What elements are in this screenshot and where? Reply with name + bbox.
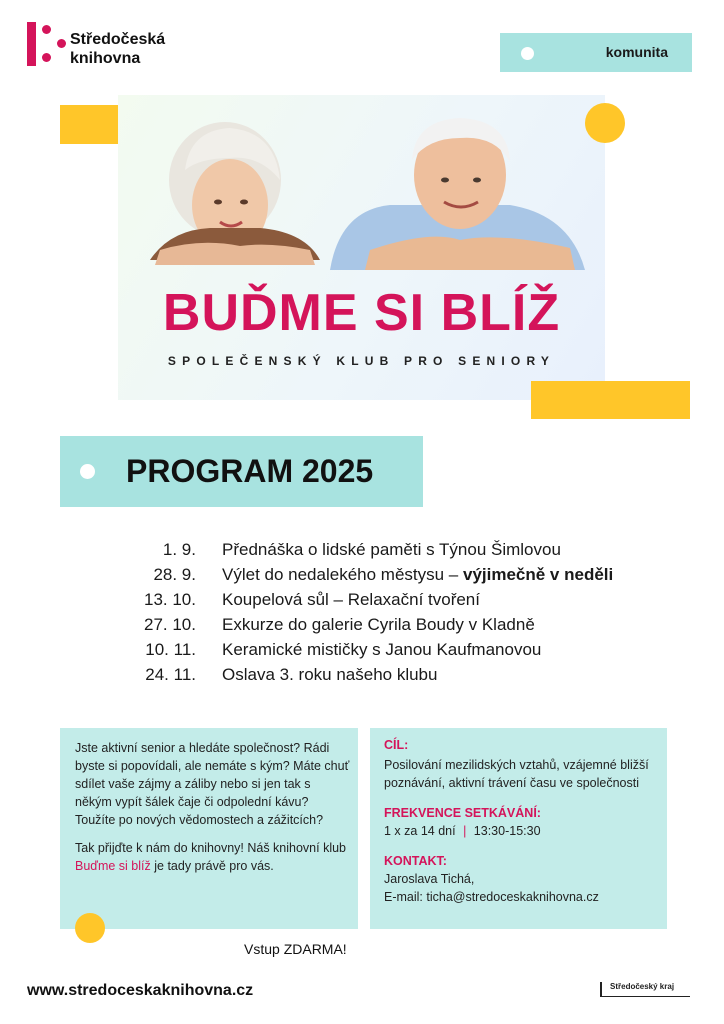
decor-yellow-circle: [585, 103, 625, 143]
entry-free: Vstup ZDARMA!: [244, 941, 347, 957]
frequency-text: 1 x za 14 dní | 13:30-15:30: [384, 824, 541, 838]
program-item-date: 27. 10.: [144, 614, 196, 634]
program-header: [60, 436, 423, 507]
details-box: [370, 728, 667, 929]
contact-name: Jaroslava Tichá,: [384, 872, 475, 886]
badge-dot-icon: [521, 47, 534, 60]
badge-label: komunita: [605, 44, 668, 60]
logo-line-2: knihovna: [70, 50, 141, 67]
program-title: PROGRAM 2025: [126, 453, 374, 489]
program-item: [100, 612, 700, 637]
program-item-date: 10. 11.: [145, 639, 196, 659]
contact-label: KONTAKT:: [384, 854, 447, 868]
program-item-date: 28. 9.: [153, 564, 196, 584]
invite-paragraph-1: Jste aktivní senior a hledáte společnost? Rádi byste si popovídali, ale nemáte s kým? Máte chuť sdílet vaše zájmy a záliby nebo si jen tak s někým vypít šálek čaje či odpolední kávu? Toužíte po nových vědomostech a zážitcích?: [75, 741, 350, 827]
program-item-date: 24. 11.: [145, 664, 196, 684]
program-item: [100, 537, 700, 562]
logo-line-1: Středočeská: [70, 31, 166, 48]
region-logo-text: Středočeský kraj: [610, 982, 675, 991]
program-item-event: Oslava 3. roku našeho klubu: [222, 664, 438, 684]
program-item-date: 1. 9.: [162, 539, 196, 559]
program-item-event: Exkurze do galerie Cyrila Boudy v Kladně: [222, 614, 535, 634]
club-subtitle: SPOLEČENSKÝ KLUB PRO SENIORY: [167, 354, 556, 368]
frequency-label: FREKVENCE SETKÁVÁNÍ:: [384, 806, 541, 820]
library-logo-mark: [27, 22, 67, 66]
program-item-event: Výlet do nedalekého městysu – výjimečně v neděli: [222, 564, 614, 584]
program-item-date: 13. 10.: [144, 589, 196, 609]
program-item-event: Keramické mističky s Janou Kaufmanovou: [222, 639, 542, 659]
invite-box: [60, 728, 358, 929]
club-title: BUĎME SI BLÍŽ: [162, 284, 561, 342]
seniors-photo: [130, 110, 590, 290]
region-logo: [600, 982, 690, 997]
club-name-highlight: Buďme si blíž: [75, 859, 151, 873]
contact-email[interactable]: E-mail: ticha@stredoceskaknihovna.cz: [384, 890, 599, 904]
program-item: [100, 662, 700, 687]
goal-label: CÍL:: [384, 738, 409, 752]
program-item: [100, 562, 700, 587]
decor-yellow-circle-bottom: [75, 913, 105, 943]
website-link[interactable]: www.stredoceskaknihovna.cz: [27, 982, 254, 999]
man-figure: [330, 118, 585, 270]
decor-yellow-bar-bottom: [531, 381, 690, 419]
library-logo-text: [70, 30, 165, 68]
woman-figure: [150, 122, 320, 265]
category-badge: [500, 33, 692, 72]
program-item: [100, 587, 700, 612]
program-item-emphasis: výjimečně v neděli: [462, 564, 614, 584]
invite-paragraph-2: Tak přijďte k nám do knihovny! Náš knihovní klub Buďme si blíž je tady právě pro vás.: [75, 841, 347, 873]
program-item: [100, 637, 700, 662]
goal-text: Posilování mezilidských vztahů, vzájemné bližší poznávání, aktivní trávení času ve společnosti: [384, 758, 649, 790]
program-dot-icon: [80, 464, 95, 479]
program-item-event: Přednáška o lidské paměti s Týnou Šimlovou: [222, 539, 561, 559]
program-schedule: [100, 537, 700, 687]
program-item-event: Koupelová sůl – Relaxační tvoření: [222, 589, 480, 609]
